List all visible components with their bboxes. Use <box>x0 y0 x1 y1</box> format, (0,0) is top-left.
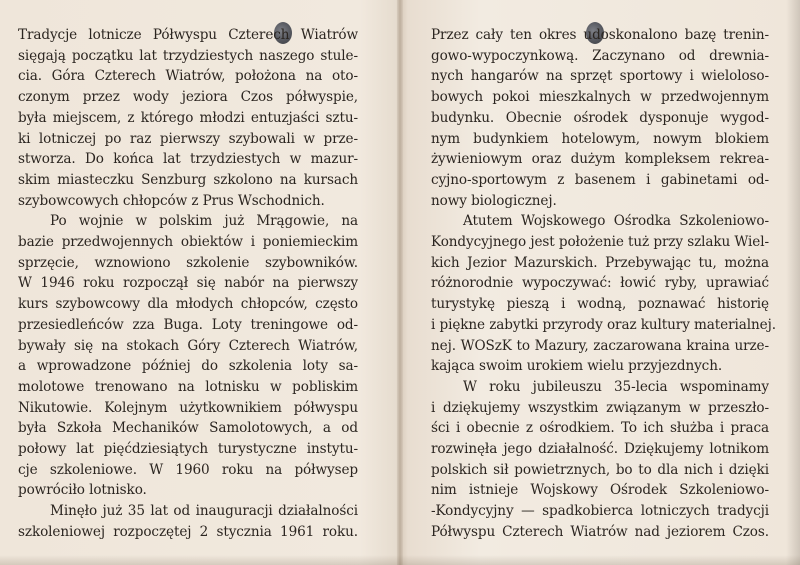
paragraph-jubilee <box>431 377 769 543</box>
text-line: cyjno-sportowym z basenem i gabinetami od- <box>431 171 769 188</box>
text-line: nym budynkiem hotelowym, nowym blokiem <box>431 130 769 147</box>
text-line: bowych pokoi mieszkalnych w przedwojennym <box>431 89 769 106</box>
text-line: Atutem Wojskowego Ośrodka Szkoleniowo- <box>463 213 769 230</box>
text-line: połowy lat pięćdziesiątych turystyczne instytu- <box>18 441 358 458</box>
left-page <box>18 25 358 543</box>
text-line: a wprowadzone później do szkolenia loty sa- <box>18 358 358 375</box>
text-line: ki lotniczej po raz pierwszy szybowali w prze- <box>18 130 358 147</box>
text-line: Nikutowie. Kolejnym użytkownikiem półwyspu <box>18 399 358 416</box>
text-line: sprzęcie, wznowiono szkolenie szybowników. <box>18 254 358 271</box>
paragraph-base-development <box>431 25 769 211</box>
text-line: przesiedleńców zza Buga. Loty treningowe od- <box>18 316 358 333</box>
text-line: powróciło lotnisko. <box>18 482 147 499</box>
text-line: Przez cały ten okres udoskonalono bazę trenin- <box>431 27 769 43</box>
text-line: żywieniowym oraz dużym kompleksem rekrea- <box>431 151 769 168</box>
text-line: turystykę pieszą i wodną, poznawać historię <box>431 296 769 313</box>
text-line: różnorodnie wypoczywać: łowić ryby, uprawiać <box>431 275 769 292</box>
text-line: sięgają początku lat trzydziestych naszego stule- <box>18 47 358 64</box>
text-line: cia. Góra Czterech Wiatrów, położona na oto- <box>18 68 358 85</box>
text-line: Półwyspu Czterech Wiatrów nad jeziorem Czos. <box>431 523 769 540</box>
text-line: W 1946 roku rozpoczął się nabór na pierwszy <box>18 275 358 292</box>
text-line: i dziękujemy wszystkim związanym w przeszło- <box>431 399 769 416</box>
text-line: polskich sił powietrznych, bo to dla nich i dzięki <box>431 461 769 478</box>
text-line: budynku. Obecnie ośrodek dysponuje wygod- <box>431 109 769 126</box>
text-line: nej. WOSzK to Mazury, zaczarowana kraina urze- <box>431 337 769 354</box>
paragraph-location <box>431 211 776 377</box>
text-line: nowy biologicznej. <box>431 192 557 209</box>
text-line: Kondycyjnego jest położenie tuż przy szlaku Wiel- <box>431 234 769 251</box>
bottom-edge-shadow <box>0 555 800 565</box>
page-fold <box>397 0 403 565</box>
text-line: była miejscem, z którego młodzi entuzjaści sztu- <box>18 109 358 126</box>
text-line: kurs szybowcowy dla młodych chłopców, często <box>18 296 358 313</box>
paragraph-35-years <box>18 501 358 542</box>
text-line: skim miasteczku Senzburg szkolono na kursach <box>18 171 358 188</box>
text-line: kich Jezior Mazurskich. Przebywając tu, można <box>431 254 769 271</box>
text-line: gowo-wypoczynkową. Zaczynano od drewnia- <box>431 47 769 64</box>
text-line: szkoleniowej rozpoczętej 2 stycznia 1961 roku. <box>18 523 358 540</box>
text-line: nim istnieje Wojskowy Ośrodek Szkoleniowo- <box>431 482 769 499</box>
text-line: bywały się na stokach Góry Czterech Wiatrów, <box>18 337 358 354</box>
text-line: była Szkoła Mechaników Samolotowych, a od <box>18 420 358 437</box>
text-line: nych hangarów na sprzęt sportowy i wieloloso- <box>431 68 769 85</box>
text-line: W roku jubileuszu 35-lecia wspominamy <box>463 378 769 395</box>
text-line: rozwinęła jego działalność. Dziękujemy lotnikom <box>431 441 769 458</box>
text-line: Minęło już 35 lat od inauguracji działalności <box>50 503 358 520</box>
text-line: bazie przedwojennych obiektów i poniemieckim <box>18 234 358 251</box>
text-line: ści i obecnie z ośrodkiem. To ich służba i praca <box>431 420 769 437</box>
right-page <box>431 25 776 543</box>
page-edge-shadow <box>786 0 800 565</box>
text-line: stworza. Do końca lat trzydziestych w mazur- <box>18 151 358 168</box>
text-line: Po wojnie w polskim już Mrągowie, na <box>50 213 358 230</box>
text-line: -Kondycyjny — spadkobierca lotniczych tradycji <box>431 503 769 520</box>
text-line: i piękne zabytki przyrody oraz kultury materialnej. <box>431 316 776 333</box>
paragraph-post-war <box>18 211 358 501</box>
text-line: kająca swoim urokiem wielu przyjezdnych. <box>431 358 723 375</box>
text-line: cje szkoleniowe. W 1960 roku na półwysep <box>18 461 358 478</box>
text-line: molotowe trenowano na lotnisku w pobliskim <box>18 378 358 395</box>
text-line: szybowcowych chłopców z Prus Wschodnich. <box>18 192 325 209</box>
paragraph-aviation-traditions <box>18 25 358 211</box>
text-line: Tradycje lotnicze Półwyspu Czterech Wiatrów <box>18 27 358 43</box>
text-line: czonym przez wody jeziora Czos półwyspie, <box>18 89 358 106</box>
